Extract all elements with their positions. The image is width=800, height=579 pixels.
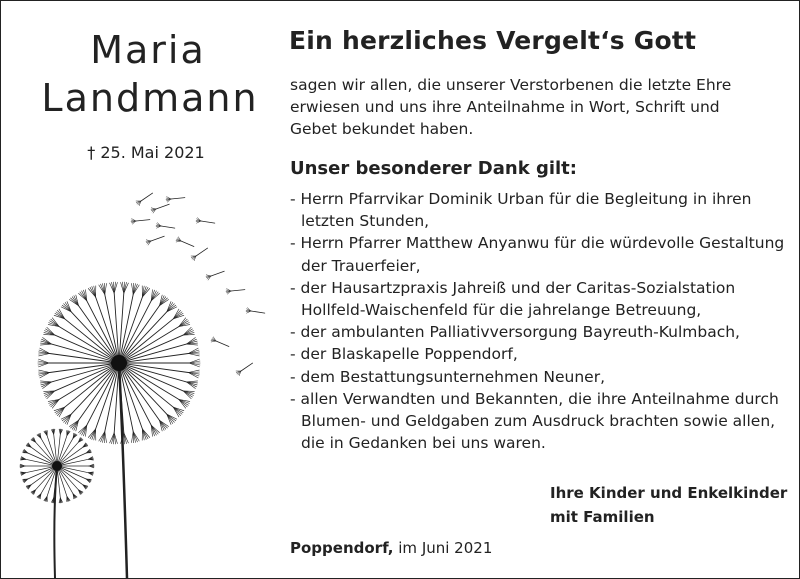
deceased-first-name: Maria: [90, 28, 206, 72]
notice-intro: sagen wir allen, die unserer Verstorbenen die letzte Ehre erwiesen und uns ihre Anteilnahme in Wort, Schrift und Gebet bekundet haben.: [290, 76, 732, 138]
death-date: † 25. Mai 2021: [87, 143, 205, 162]
signature: [550, 481, 787, 529]
signature-line: mit Familien: [550, 508, 655, 526]
list-item: - dem Bestattungsunternehmen Neuner,: [290, 367, 606, 386]
thanks-list: [290, 188, 785, 454]
list-item: - der Blaskapelle Poppendorf,: [290, 345, 518, 364]
list-item: - Herrn Pfarrer Matthew Anyanwu für die würdevolle Gestaltung der Trauerfeier,: [290, 234, 785, 275]
date: im Juni 2021: [398, 539, 493, 557]
deceased-last-name: Landmann: [41, 76, 259, 120]
dandelion-illustration: [11, 181, 281, 578]
list-item: - allen Verwandten und Bekannten, die ihre Anteilnahme durch Blumen- und Geldgaben zum Ausdruck brachten sowie allen, die in Gedanken bei uns waren.: [290, 389, 779, 453]
list-item: - der ambulanten Palliativversorgung Bayreuth-Kulmbach,: [290, 323, 740, 342]
list-item: - Herrn Pfarrvikar Dominik Urban für die Begleitung in ihren letzten Stunden,: [290, 190, 752, 231]
notice-title: Ein herzliches Vergelt‘s Gott: [289, 26, 697, 55]
place-and-date: [290, 539, 492, 557]
thanks-heading: Unser besonderer Dank gilt:: [290, 158, 577, 179]
place: Poppendorf,: [290, 539, 394, 557]
list-item: - der Hausartzpraxis Jahreiß und der Caritas-Sozialstation Hollfeld-Waischenfeld für die jahrelange Betreuung,: [290, 278, 736, 320]
signature-line: Ihre Kinder und Enkelkinder: [550, 484, 788, 502]
